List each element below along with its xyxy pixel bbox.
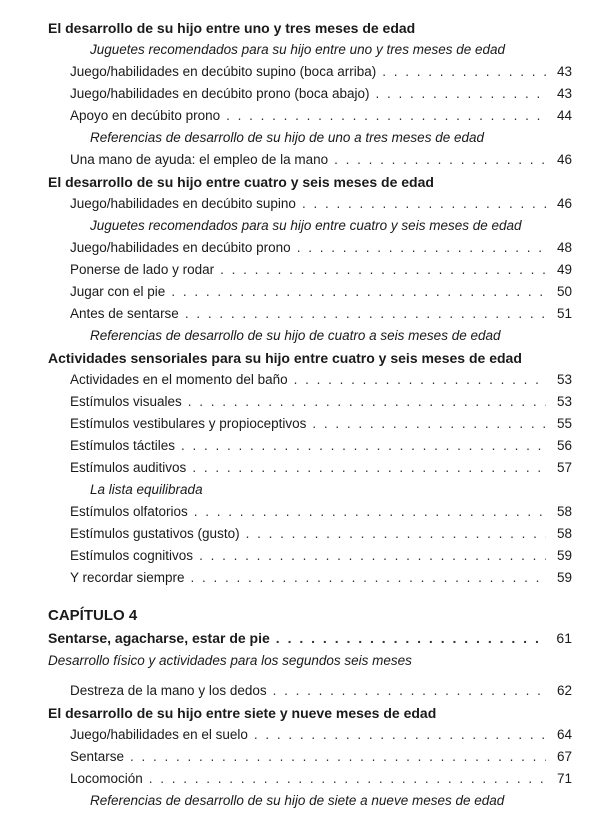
page-number: 64 xyxy=(556,727,572,742)
toc-entry: Estímulos auditivos . . . 57 xyxy=(70,460,572,480)
toc-entry: Locomoción . . . 71 xyxy=(70,771,572,791)
toc-italic-note: Desarrollo físico y actividades para los segundos seis meses xyxy=(48,653,412,668)
toc-entry: Estímulos táctiles . . . 56 xyxy=(70,438,572,458)
page-number: 58 xyxy=(556,526,572,541)
page-number: 67 xyxy=(556,749,572,764)
toc-entry: Juego/habilidades en decúbito supino . . . 46 xyxy=(70,196,572,216)
page-number: 62 xyxy=(556,683,572,698)
toc-entry: Estímulos olfatorios . . . 58 xyxy=(70,504,572,524)
toc-entry: Estímulos visuales . . . 53 xyxy=(70,394,572,414)
page-number: 57 xyxy=(556,460,572,475)
toc-entry: Estímulos gustativos (gusto) . . . 58 xyxy=(70,526,572,546)
toc-entry: Destreza de la mano y los dedos . . . 62 xyxy=(70,683,572,703)
toc-entry: Actividades en el momento del baño . . . 53 xyxy=(70,372,572,392)
page-number: 49 xyxy=(556,262,572,277)
page-number: 53 xyxy=(556,394,572,409)
page-number: 43 xyxy=(556,86,572,101)
page-number: 53 xyxy=(556,372,572,387)
page-number: 48 xyxy=(556,240,572,255)
page-number: 61 xyxy=(556,630,572,646)
toc-entry: Juego/habilidades en decúbito prono (boca abajo) . . . 43 xyxy=(70,86,572,106)
toc-entry: Estímulos cognitivos . . . 59 xyxy=(70,548,572,568)
toc-entry: Juego/habilidades en decúbito prono . . . 48 xyxy=(70,240,572,260)
page-number: 50 xyxy=(556,284,572,299)
page-number: 46 xyxy=(556,196,572,211)
toc-entry: Antes de sentarse . . . 51 xyxy=(70,306,572,326)
page-number: 56 xyxy=(556,438,572,453)
page-number: 71 xyxy=(556,771,572,786)
section-heading: El desarrollo de su hijo entre siete y nueve meses de edad xyxy=(48,705,437,721)
section-heading: El desarrollo de su hijo entre uno y tres meses de edad xyxy=(48,20,416,36)
toc-entry: Estímulos vestibulares y propioceptivos . . . 55 xyxy=(70,416,572,436)
page-number: 46 xyxy=(556,152,572,167)
toc-italic-note: Referencias de desarrollo de su hijo de siete a nueve meses de edad xyxy=(90,793,505,808)
toc-italic-note: La lista equilibrada xyxy=(90,482,203,497)
page-number: 44 xyxy=(556,108,572,123)
page-number: 43 xyxy=(556,64,572,79)
toc-entry: Juego/habilidades en el suelo . . . 64 xyxy=(70,727,572,747)
toc-italic-note: Juguetes recomendados para su hijo entre cuatro y seis meses de edad xyxy=(90,218,522,233)
toc-entry: Sentarse . . . 67 xyxy=(70,749,572,769)
toc-italic-note: Referencias de desarrollo de su hijo de cuatro a seis meses de edad xyxy=(90,328,501,343)
page-number: 58 xyxy=(556,504,572,519)
toc-italic-note: Juguetes recomendados para su hijo entre uno y tres meses de edad xyxy=(90,42,506,57)
page-number: 59 xyxy=(556,548,572,563)
toc-italic-note: Referencias de desarrollo de su hijo de uno a tres meses de edad xyxy=(90,130,484,145)
toc-entry: Y recordar siempre . . . 59 xyxy=(70,570,572,590)
toc-entry: Apoyo en decúbito prono . . . 44 xyxy=(70,108,572,128)
toc-entry: Ponerse de lado y rodar . . . 49 xyxy=(70,262,572,282)
chapter-title: Sentarse, agacharse, estar de pie . . . 61 xyxy=(48,630,572,650)
section-heading: El desarrollo de su hijo entre cuatro y seis meses de edad xyxy=(48,174,434,190)
page-number: 59 xyxy=(556,570,572,585)
section-heading: Actividades sensoriales para su hijo entre cuatro y seis meses de edad xyxy=(48,350,522,366)
page-number: 51 xyxy=(556,306,572,321)
toc-entry: Juego/habilidades en decúbito supino (boca arriba) . . . 43 xyxy=(70,64,572,84)
chapter-label: CAPÍTULO 4 xyxy=(48,607,138,624)
toc-entry: Una mano de ayuda: el empleo de la mano . . . 46 xyxy=(70,152,572,172)
page-number: 55 xyxy=(556,416,572,431)
toc-entry: Jugar con el pie . . . 50 xyxy=(70,284,572,304)
